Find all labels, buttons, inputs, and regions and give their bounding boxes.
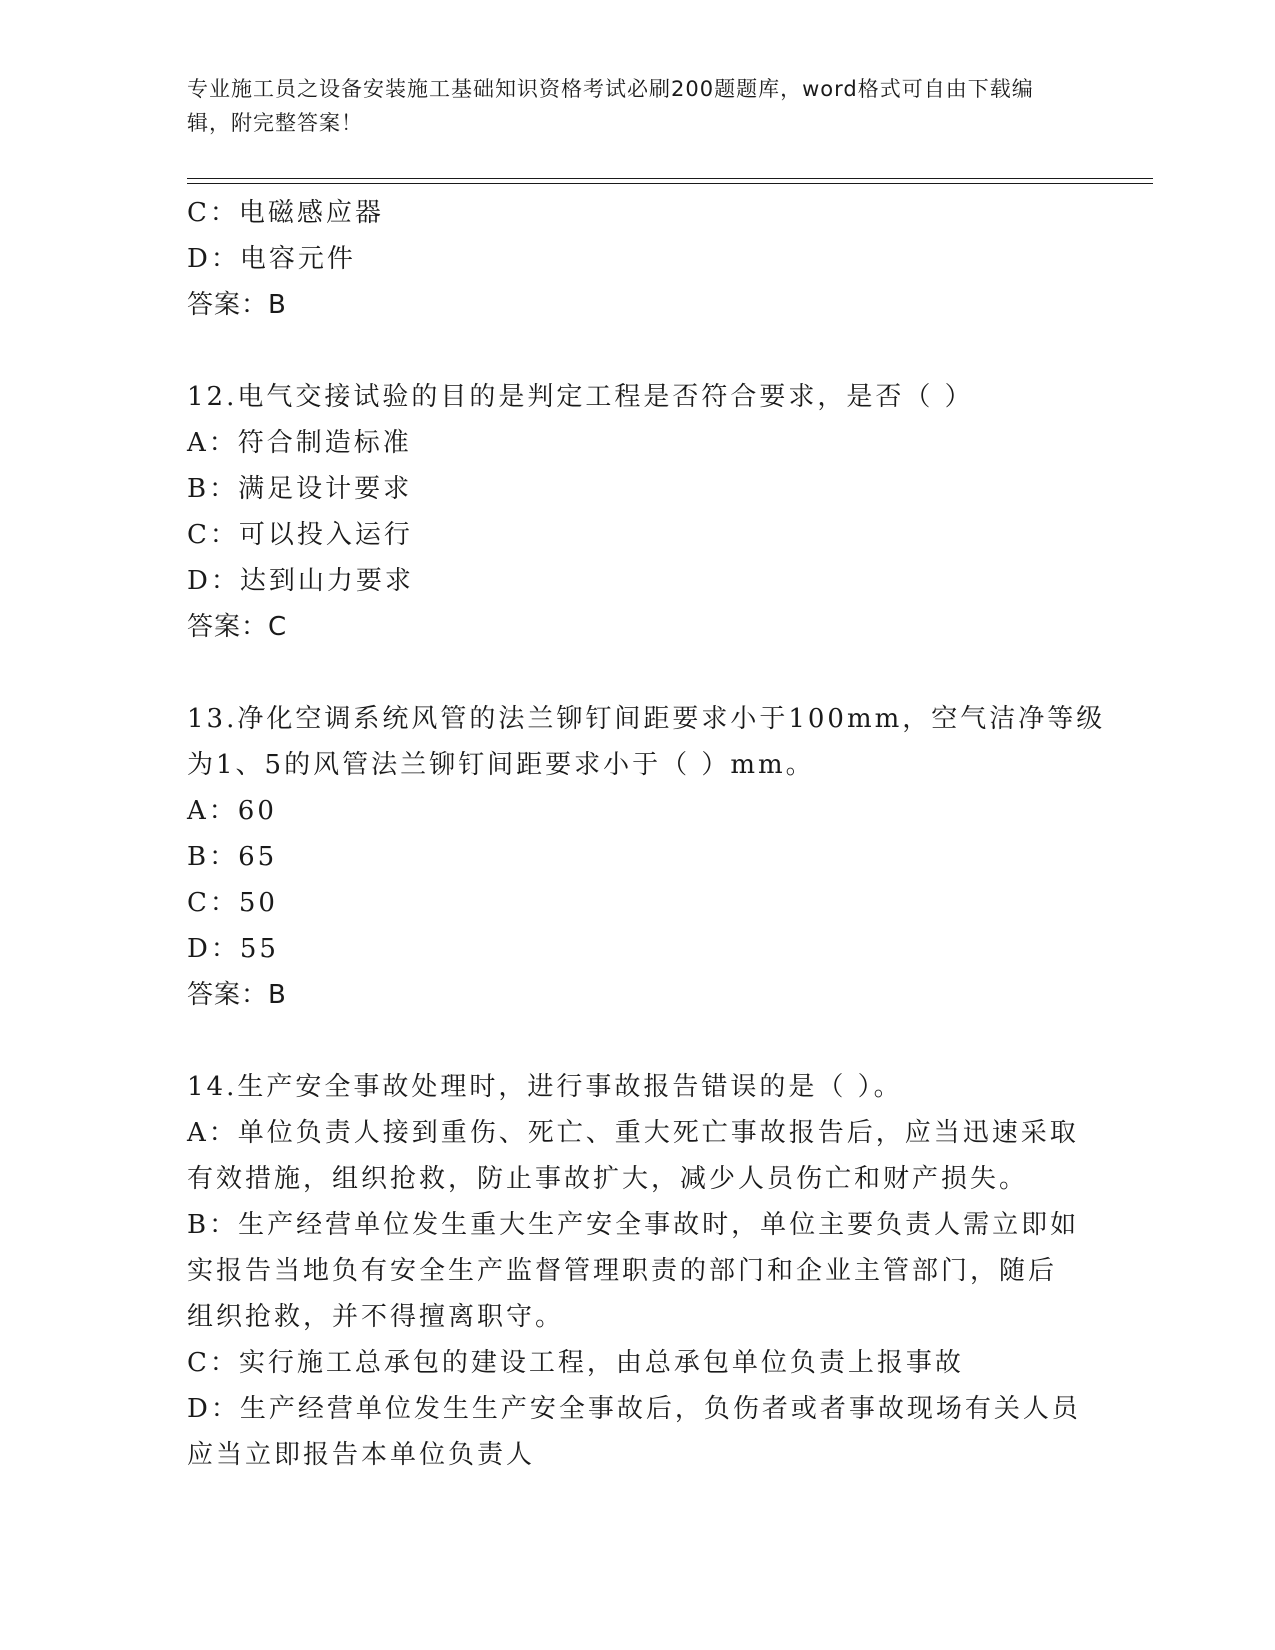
spacer (187, 1018, 1087, 1064)
header-divider-bottom (187, 183, 1153, 184)
spacer (187, 650, 1087, 696)
option-a-line-2: 有效措施，组织抢救，防止事故扩大，减少人员伤亡和财产损失。 (187, 1164, 1029, 1194)
option-a: A：符合制造标准 (187, 428, 412, 458)
option-b-line-1: B：生产经营单位发生重大生产安全事故时，单位主要负责人需立即如 (187, 1210, 1080, 1240)
question-list (187, 190, 1106, 1478)
option-c: C：实行施工总承包的建设工程，由总承包单位负责上报事故 (187, 1348, 964, 1378)
spacer (187, 328, 1087, 374)
option-a-line-1: A：单位负责人接到重伤、死亡、重大死亡事故报告后，应当迅速采取 (187, 1118, 1079, 1148)
question-stem-line-1: 13.净化空调系统风管的法兰铆钉间距要求小于100mm，空气洁净等级 (187, 704, 1106, 734)
option-c: C：可以投入运行 (187, 520, 413, 550)
question-stem: 14.生产安全事故处理时，进行事故报告错误的是（ ）。 (187, 1072, 903, 1102)
question-13 (187, 696, 1106, 1018)
option-b-line-2: 实报告当地负有安全生产监督管理职责的部门和企业主管部门，随后 (187, 1256, 1058, 1286)
option-b: B：满足设计要求 (187, 474, 413, 504)
option-c: C：电磁感应器 (187, 198, 384, 228)
header-divider-top (187, 178, 1153, 179)
option-b: B：65 (187, 842, 278, 872)
question-stem: 12.电气交接试验的目的是判定工程是否符合要求，是否（ ） (187, 382, 974, 412)
question-12 (187, 374, 1087, 650)
option-d: D：达到山力要求 (187, 566, 414, 596)
question-14 (187, 1064, 1087, 1478)
option-b-line-3: 组织抢救，并不得擅离职守。 (187, 1302, 565, 1332)
option-a: A：60 (187, 796, 277, 826)
option-d: D：电容元件 (187, 244, 356, 274)
option-d: D：55 (187, 934, 279, 964)
document-header: 专业施工员之设备安装施工基础知识资格考试必刷200题题库，word格式可自由下载编辑，附完整答案！ (187, 77, 1034, 135)
question-stem-line-2: 为1、5的风管法兰铆钉间距要求小于（ ）mm。 (187, 750, 815, 780)
option-d-line-1: D：生产经营单位发生生产安全事故后，负伤者或者事故现场有关人员 (187, 1394, 1081, 1424)
option-d-line-2: 应当立即报告本单位负责人 (187, 1440, 536, 1470)
answer: 答案：B (187, 980, 287, 1010)
prev-question-tail (187, 190, 1087, 328)
answer: 答案：C (187, 612, 288, 642)
option-c: C：50 (187, 888, 278, 918)
answer: 答案：B (187, 290, 287, 320)
